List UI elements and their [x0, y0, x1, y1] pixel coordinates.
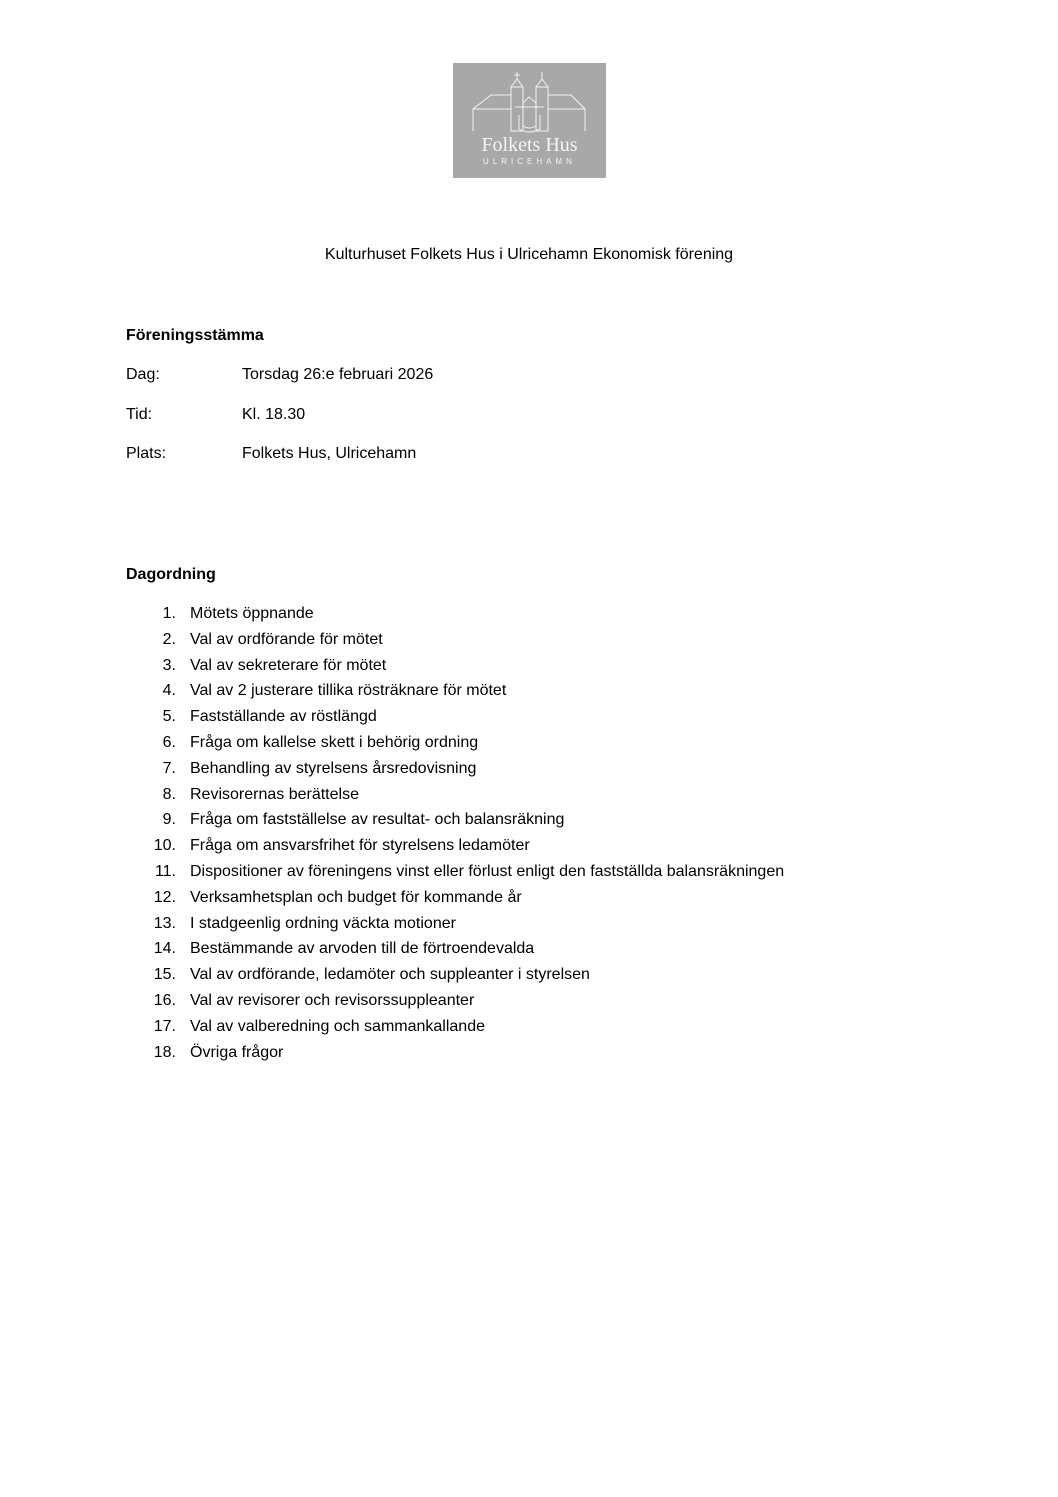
agenda-item-text: Bestämmande av arvoden till de förtroendevalda: [190, 940, 535, 958]
meeting-label: Dag:: [126, 366, 160, 383]
agenda-item-text: Val av ordförande, ledamöter och suppleanter i styrelsen: [190, 966, 590, 984]
agenda-item-text: Fråga om ansvarsfrihet för styrelsens ledamöter: [190, 837, 530, 855]
agenda-item-number: 2.: [162, 630, 176, 648]
agenda-item-text: Val av 2 justerare tillika rösträknare för mötet: [190, 682, 507, 700]
agenda-item-text: Val av sekreterare för mötet: [190, 656, 387, 674]
meeting-value: Torsdag 26:e februari 2026: [242, 366, 434, 383]
agenda-item-number: 18.: [153, 1043, 176, 1061]
agenda-item-text: Fråga om fastställelse av resultat- och balansräkning: [190, 811, 565, 829]
agenda-item-number: 11.: [154, 862, 176, 880]
agenda-item-number: 12.: [153, 888, 176, 906]
agenda-item-number: 4.: [162, 682, 176, 700]
agenda-item-number: 15.: [153, 966, 176, 984]
agenda-item-number: 17.: [153, 1017, 176, 1035]
agenda-item-text: I stadgeenlig ordning väckta motioner: [190, 914, 456, 932]
agenda-item-number: 1.: [162, 605, 176, 622]
agenda-item-number: 3.: [162, 656, 176, 674]
agenda-item-number: 16.: [153, 991, 176, 1009]
logo-name: Folkets Hus: [481, 134, 578, 156]
meeting-heading: Föreningsstämma: [126, 327, 264, 344]
meeting-label: Tid:: [126, 406, 153, 423]
agenda-item-number: 9.: [162, 811, 176, 829]
meeting-value: Kl. 18.30: [242, 406, 306, 423]
meeting-value: Folkets Hus, Ulricehamn: [242, 445, 417, 462]
agenda-item-text: Revisorernas berättelse: [190, 785, 359, 803]
agenda-item-text: Val av ordförande för mötet: [190, 630, 383, 648]
agenda-item-text: Verksamhetsplan och budget för kommande år: [190, 888, 522, 906]
agenda-item-number: 6.: [162, 733, 176, 751]
agenda-item-number: 5.: [162, 708, 176, 726]
organization-title: Kulturhuset Folkets Hus i Ulricehamn Ekonomisk förening: [324, 246, 734, 263]
agenda-item-number: 10.: [153, 837, 176, 855]
agenda-item-text: Val av valberedning och sammankallande: [190, 1017, 485, 1035]
agenda-item-text: Val av revisorer och revisorssuppleanter: [190, 991, 475, 1009]
logo-subtitle: ULRICEHAMN: [483, 157, 576, 166]
agenda-item-text: Fråga om kallelse skett i behörig ordning: [190, 733, 479, 751]
agenda-item-text: Övriga frågor: [190, 1043, 284, 1061]
meeting-label: Plats:: [126, 445, 167, 462]
agenda-item-number: 14.: [153, 940, 176, 958]
agenda-item-number: 7.: [162, 759, 176, 777]
agenda-item-text: Behandling av styrelsens årsredovisning: [190, 759, 477, 777]
agenda-item-number: 8.: [162, 785, 176, 803]
agenda-item-text: Dispositioner av föreningens vinst eller förlust enligt den fastställda balansräkningen: [190, 862, 785, 880]
agenda-heading: Dagordning: [126, 566, 216, 583]
agenda-item-number: 13.: [153, 914, 176, 932]
agenda-item-text: Fastställande av röstlängd: [190, 708, 377, 726]
agenda-item-text: Mötets öppnande: [190, 605, 314, 622]
folkets-hus-logo: [453, 63, 606, 178]
